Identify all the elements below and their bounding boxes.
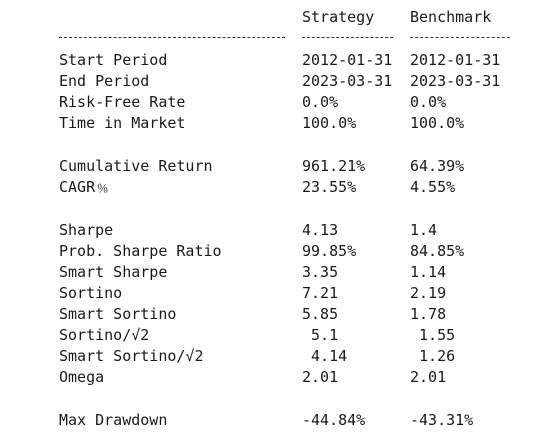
benchmark-value: 0.0% <box>410 93 447 111</box>
benchmark-value: 100.0% <box>410 114 465 132</box>
benchmark-value: 1.55 <box>410 326 456 344</box>
metric-label: Smart Sharpe <box>59 263 168 281</box>
metric-label: Omega <box>59 368 105 386</box>
strategy-value: 23.55% <box>302 178 357 196</box>
strategy-value: 5.85 <box>302 305 339 323</box>
benchmark-value: 4.55% <box>410 178 456 196</box>
label-column-divider <box>59 37 285 38</box>
strategy-value: 2023-03-31 <box>302 72 393 90</box>
metric-label: Sortino <box>59 284 123 302</box>
strategy-value: 2012-01-31 <box>302 51 393 69</box>
benchmark-value: 64.39% <box>410 157 465 175</box>
strategy-column-divider <box>302 37 393 38</box>
benchmark-value: 2.01 <box>410 368 447 386</box>
metric-label: Prob. Sharpe Ratio <box>59 242 222 260</box>
benchmark-value: 1.78 <box>410 305 447 323</box>
metric-label: End Period <box>59 72 150 90</box>
strategy-value: 7.21 <box>302 284 339 302</box>
metric-label: Cumulative Return <box>59 157 213 175</box>
metric-label: Risk-Free Rate <box>59 93 186 111</box>
strategy-value: 3.35 <box>302 263 339 281</box>
metric-label: Start Period <box>59 51 168 69</box>
strategy-value: -44.84% <box>302 411 366 429</box>
benchmark-value: 1.4 <box>410 221 438 239</box>
benchmark-value: 2.19 <box>410 284 447 302</box>
strategy-value: 4.14 <box>302 347 348 365</box>
benchmark-value: 1.14 <box>410 263 447 281</box>
metric-label: CAGR﹪ <box>59 178 111 196</box>
strategy-value: 961.21% <box>302 157 366 175</box>
metric-label: Sharpe <box>59 221 114 239</box>
benchmark-value: 2012-01-31 <box>410 51 501 69</box>
strategy-value: 0.0% <box>302 93 339 111</box>
metric-label: Smart Sortino <box>59 305 177 323</box>
metric-label: Time in Market <box>59 114 186 132</box>
metric-label: Smart Sortino/√2 <box>59 347 204 365</box>
strategy-value: 4.13 <box>302 221 339 239</box>
metric-label: Sortino/√2 <box>59 326 150 344</box>
benchmark-value: 1.26 <box>410 347 456 365</box>
benchmark-value: 84.85% <box>410 242 465 260</box>
benchmark-value: -43.31% <box>410 411 474 429</box>
strategy-value: 99.85% <box>302 242 357 260</box>
benchmark-value: 2023-03-31 <box>410 72 501 90</box>
strategy-column-header: Strategy <box>302 8 375 26</box>
benchmark-column-header: Benchmark <box>410 8 492 26</box>
strategy-value: 100.0% <box>302 114 357 132</box>
metric-label: Max Drawdown <box>59 411 168 429</box>
strategy-value: 5.1 <box>302 326 339 344</box>
benchmark-column-divider <box>410 37 510 38</box>
strategy-value: 2.01 <box>302 368 339 386</box>
